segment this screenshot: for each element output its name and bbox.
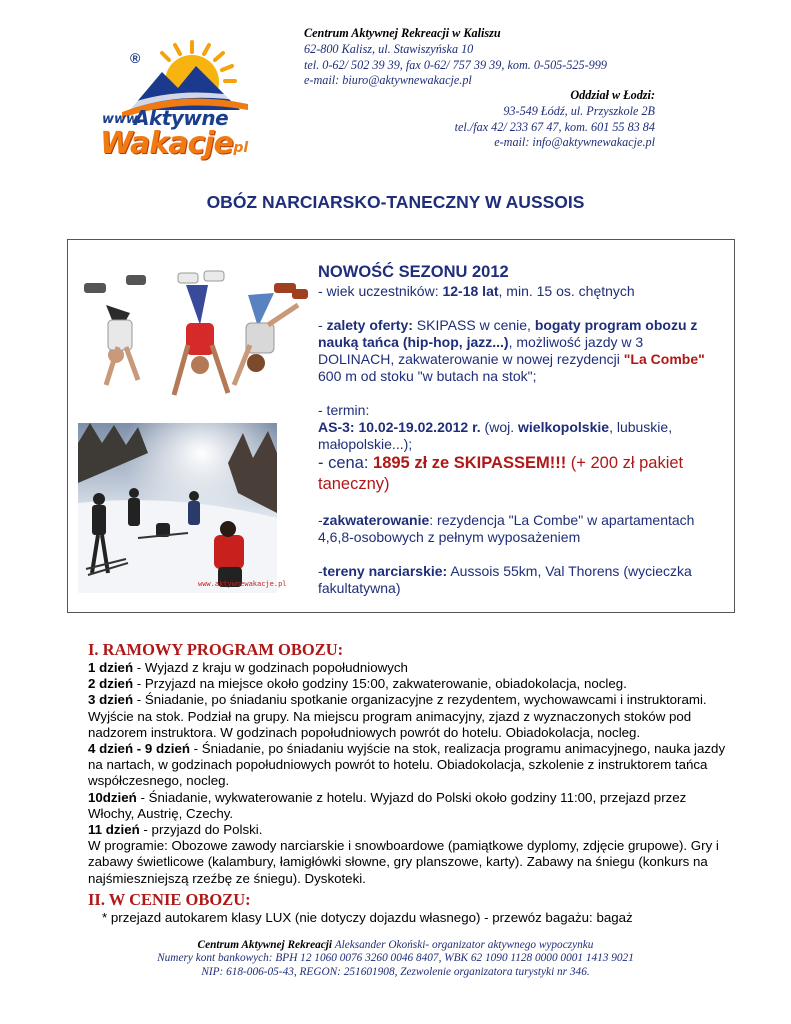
day-item: 11 dzień - przyjazd do Polski. xyxy=(88,822,263,838)
company-logo xyxy=(100,40,260,165)
branch-email[interactable]: e-mail: info@aktywnewakacje.pl xyxy=(494,135,655,150)
photo-watermark: www.aktywnewakacje.pl xyxy=(198,580,287,588)
registered-mark: ® xyxy=(130,50,141,66)
footer-accounts: Numery kont bankowych: BPH 12 1060 0076 3260 0046 8407, WBK 62 1090 1128 0000 0001 1413 9021 xyxy=(157,952,634,965)
day-item: 2 dzień - Przyjazd na miejsce około godziny 15:00, zakwaterowanie, obiadokolacja, nocleg. xyxy=(88,676,627,692)
day-item: 1 dzień - Wyjazd z kraju w godzinach popołudniowych xyxy=(88,660,408,675)
footer-org-rest: Aleksander Okoński- organizator aktywnego wypoczynku xyxy=(332,939,594,951)
program-extras: W programie: Obozowe zawody narciarskie i snowboardowe (pamiątkowe dyplomy, zdjęcie grupowe). Gry i zabawy świetlicowe (kalambury, łamigłówki słowne, gry planszowe, karty). Zabawy na śniegu (konkurs na najśmieszniejszą rzeźbę ze śniegu). Dyskoteki. xyxy=(88,838,719,886)
price-includes-heading: II. W CENIE OBOZU: xyxy=(88,890,251,909)
offer-details xyxy=(318,262,722,597)
program-section xyxy=(88,640,728,887)
footer-org: Centrum Aktywnej Rekreacji xyxy=(197,939,333,951)
header-contact-main xyxy=(304,26,704,89)
price-line: - cena: 1895 zł ze SKIPASSEM!!! (+ 200 zł pakiet taneczny) xyxy=(318,454,684,493)
day-item: 4 dzień - 9 dzień - Śniadanie, po śniadaniu wyjście na stok, realizacja programu animacyjnego, nauka jazdy na nartach, w godzinach popołudniowych powrót to hotelu. Obiadokolacja, szkolenie z instruktorem tańca współczesnego, nocleg. xyxy=(88,741,726,789)
age-line: - wiek uczestników: 12-18 lat, min. 15 os. chętnych xyxy=(318,283,635,299)
skiers-photo xyxy=(78,423,287,593)
header-contact-lodz xyxy=(380,88,655,151)
day-item: 10dzień - Śniadanie, wykwaterowanie z hotelu. Wyjazd do Polski około godziny 11:00, przejazd przez Włochy, Austrię, Czechy. xyxy=(88,789,687,821)
accommodation-line: -zakwaterowanie: rezydencja "La Combe" w apartamentach 4,6,8-osobowych z pełnym wyposażeniem xyxy=(318,512,695,545)
term-line: AS-3: 10.02-19.02.2012 r. (woj. wielkopolskie, lubuskie, małopolskie...); xyxy=(318,419,673,452)
page-title: OBÓZ NARCIARSKO-TANECZNY W AUSSOIS xyxy=(206,192,585,212)
ski-areas-line: -tereny narciarskie: Aussois 55km, Val Thorens (wycieczka fakultatywna) xyxy=(318,563,692,596)
term-label: - termin: xyxy=(318,402,370,418)
list-item: * przejazd autokarem klasy LUX (nie dotyczy dojazdu własnego) - przewóz bagażu: bagaż xyxy=(102,910,633,925)
org-phone: tel. 0-62/ 502 39 39, fax 0-62/ 757 39 39, kom. 0-505-525-999 xyxy=(304,57,607,72)
org-email[interactable]: e-mail: biuro@aktywnewakacje.pl xyxy=(304,73,472,88)
program-heading: I. RAMOWY PROGRAM OBOZU: xyxy=(88,640,344,659)
branch-title: Oddział w Łodzi: xyxy=(570,88,655,102)
org-address: 62-800 Kalisz, ul. Stawiszyńska 10 xyxy=(304,41,474,56)
page-footer xyxy=(0,939,791,979)
logo-wakacje-text: Wakacje xyxy=(100,126,233,161)
org-name: Centrum Aktywnej Rekreacji w Kaliszu xyxy=(304,26,501,40)
price-includes-section xyxy=(88,890,728,926)
branch-phone: tel./fax 42/ 233 67 47, kom. 601 55 83 84 xyxy=(454,119,655,134)
new-season-heading: NOWOŚĆ SEZONU 2012 xyxy=(318,263,509,281)
dancers-photo xyxy=(78,265,310,410)
advantages-paragraph: - zalety oferty: SKIPASS w cenie, bogaty program obozu z nauką tańca (hip-hop, jazz...), możliwość jazdy w 3 DOLINACH, zakwaterowanie w nowej rezydencji "La Combe" 600 m od stoku "w butach na stok"; xyxy=(318,317,705,384)
footer-nip: NIP: 618-006-05-43, REGON: 251601908, Zezwolenie organizatora turystyki nr 346. xyxy=(201,965,590,978)
logo-pl-text: .pl xyxy=(228,140,249,156)
logo-aktywne-text: Aktywne xyxy=(134,106,229,130)
branch-address: 93-549 Łódź, ul. Przyszkole 2B xyxy=(503,103,655,118)
logo-www-text: www. xyxy=(102,112,143,127)
day-item: 3 dzień - Śniadanie, po śniadaniu spotkanie organizacyjne z rezydentem, wychowawcami i instruktorami. Wyjście na stok. Podział na grupy. Na miejscu program animacyjny, zjazd z wyznaczonych stoków pod nadzorem instruktora. W godzinach popołudniowych powrót do hotelu. Obiadokolacja, nocleg. xyxy=(88,692,707,740)
